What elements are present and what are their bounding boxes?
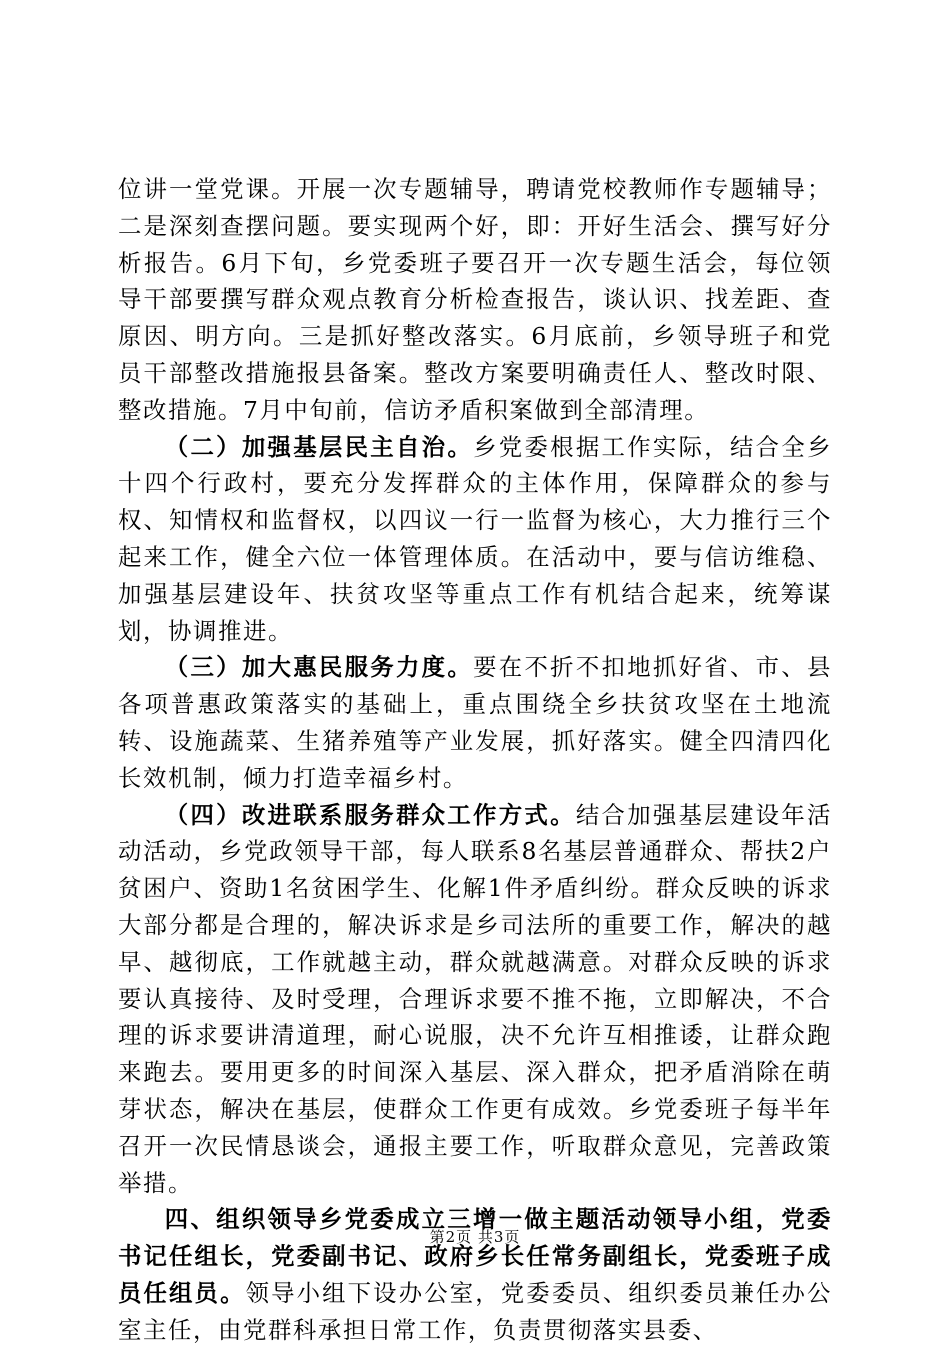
page-number-label: 第2页 共3页 [429,1228,521,1246]
paragraph-text: 位讲一堂党课。开展一次专题辅导，聘请党校教师作专题辅导；二是深刻查摆问题。要实现两个好，即：开好生活会、撰写好分析报告。6月下旬，乡党委班子要召开一次专题生活会，每位领导干部要撰写群众观点教育分析检查报告，谈认识、找差距、查原因、明方向。三是抓好整改落实。6月底前，乡领导班子和党员干部整改措施报县备案。整改方案要明确责任人、整改时限、整改措施。7月中旬前，信访矛盾积案做到全部清理。 [118,175,832,424]
paragraph-grassroots-democracy [118,429,832,650]
body-text [118,171,832,1349]
paragraph-text: 要在不折不扣地抓好省、市、县各项普惠政策落实的基础上，重点围绕全乡扶贫攻坚在土地流转、设施蔬菜、生猪养殖等产业发展，抓好落实。健全四清四化长效机制，倾力打造幸福乡村。 [118,653,832,792]
paragraph-organization-leadership [118,1201,832,1348]
paragraph-text: 乡党委根据工作实际，结合全乡十四个行政村，要充分发挥群众的主体作用，保障群众的参与权、知情权和监督权，以四议一行一监督为核心，大力推行三个起来工作，健全六位一体管理体质。在活动中，要与信访维稳、加强基层建设年、扶贫攻坚等重点工作有机结合起来，统筹谋划，协调推进。 [118,432,832,645]
page-footer [0,1226,950,1247]
paragraph-lead: （二）加强基层民主自治。 [164,432,474,461]
paragraph-lead: 四、组织领导乡党委成立三增一做主题活动领导小组，党委书记任组长，党委副书记、政府乡长任常务副组长，党委班子成员任组员。 [118,1205,832,1307]
paragraph-text: 领导小组下设办公室，党委委员、组织委员兼任办公室主任，由党群科承担日常工作，负责贯彻落实县委、 [118,1278,832,1344]
paragraph-continuation [118,171,832,429]
paragraph-lead: （四）改进联系服务群众工作方式。 [164,800,576,829]
paragraph-work-methods [118,797,832,1202]
paragraph-text: 结合加强基层建设年活动活动，乡党政领导干部，每人联系8名基层普通群众、帮扶2户贫困户、资助1名贫困学生、化解1件矛盾纠纷。群众反映的诉求大部分都是合理的，解决诉求是乡司法所的重要工作，解决的越早、越彻底，工作就越主动，群众就越满意。对群众反映的诉求要认真接待、及时受理，合理诉求要不推不拖，立即解决，不合理的诉求要讲清道理，耐心说服，决不允许互相推诿，让群众跑来跑去。要用更多的时间深入基层、深入群众，把矛盾消除在萌芽状态，解决在基层，使群众工作更有成效。乡党委班子每半年召开一次民情恳谈会，通报主要工作，听取群众意见，完善政策举措。 [118,800,832,1197]
paragraph-public-service [118,649,832,796]
paragraph-lead: （三）加大惠民服务力度。 [164,653,474,682]
